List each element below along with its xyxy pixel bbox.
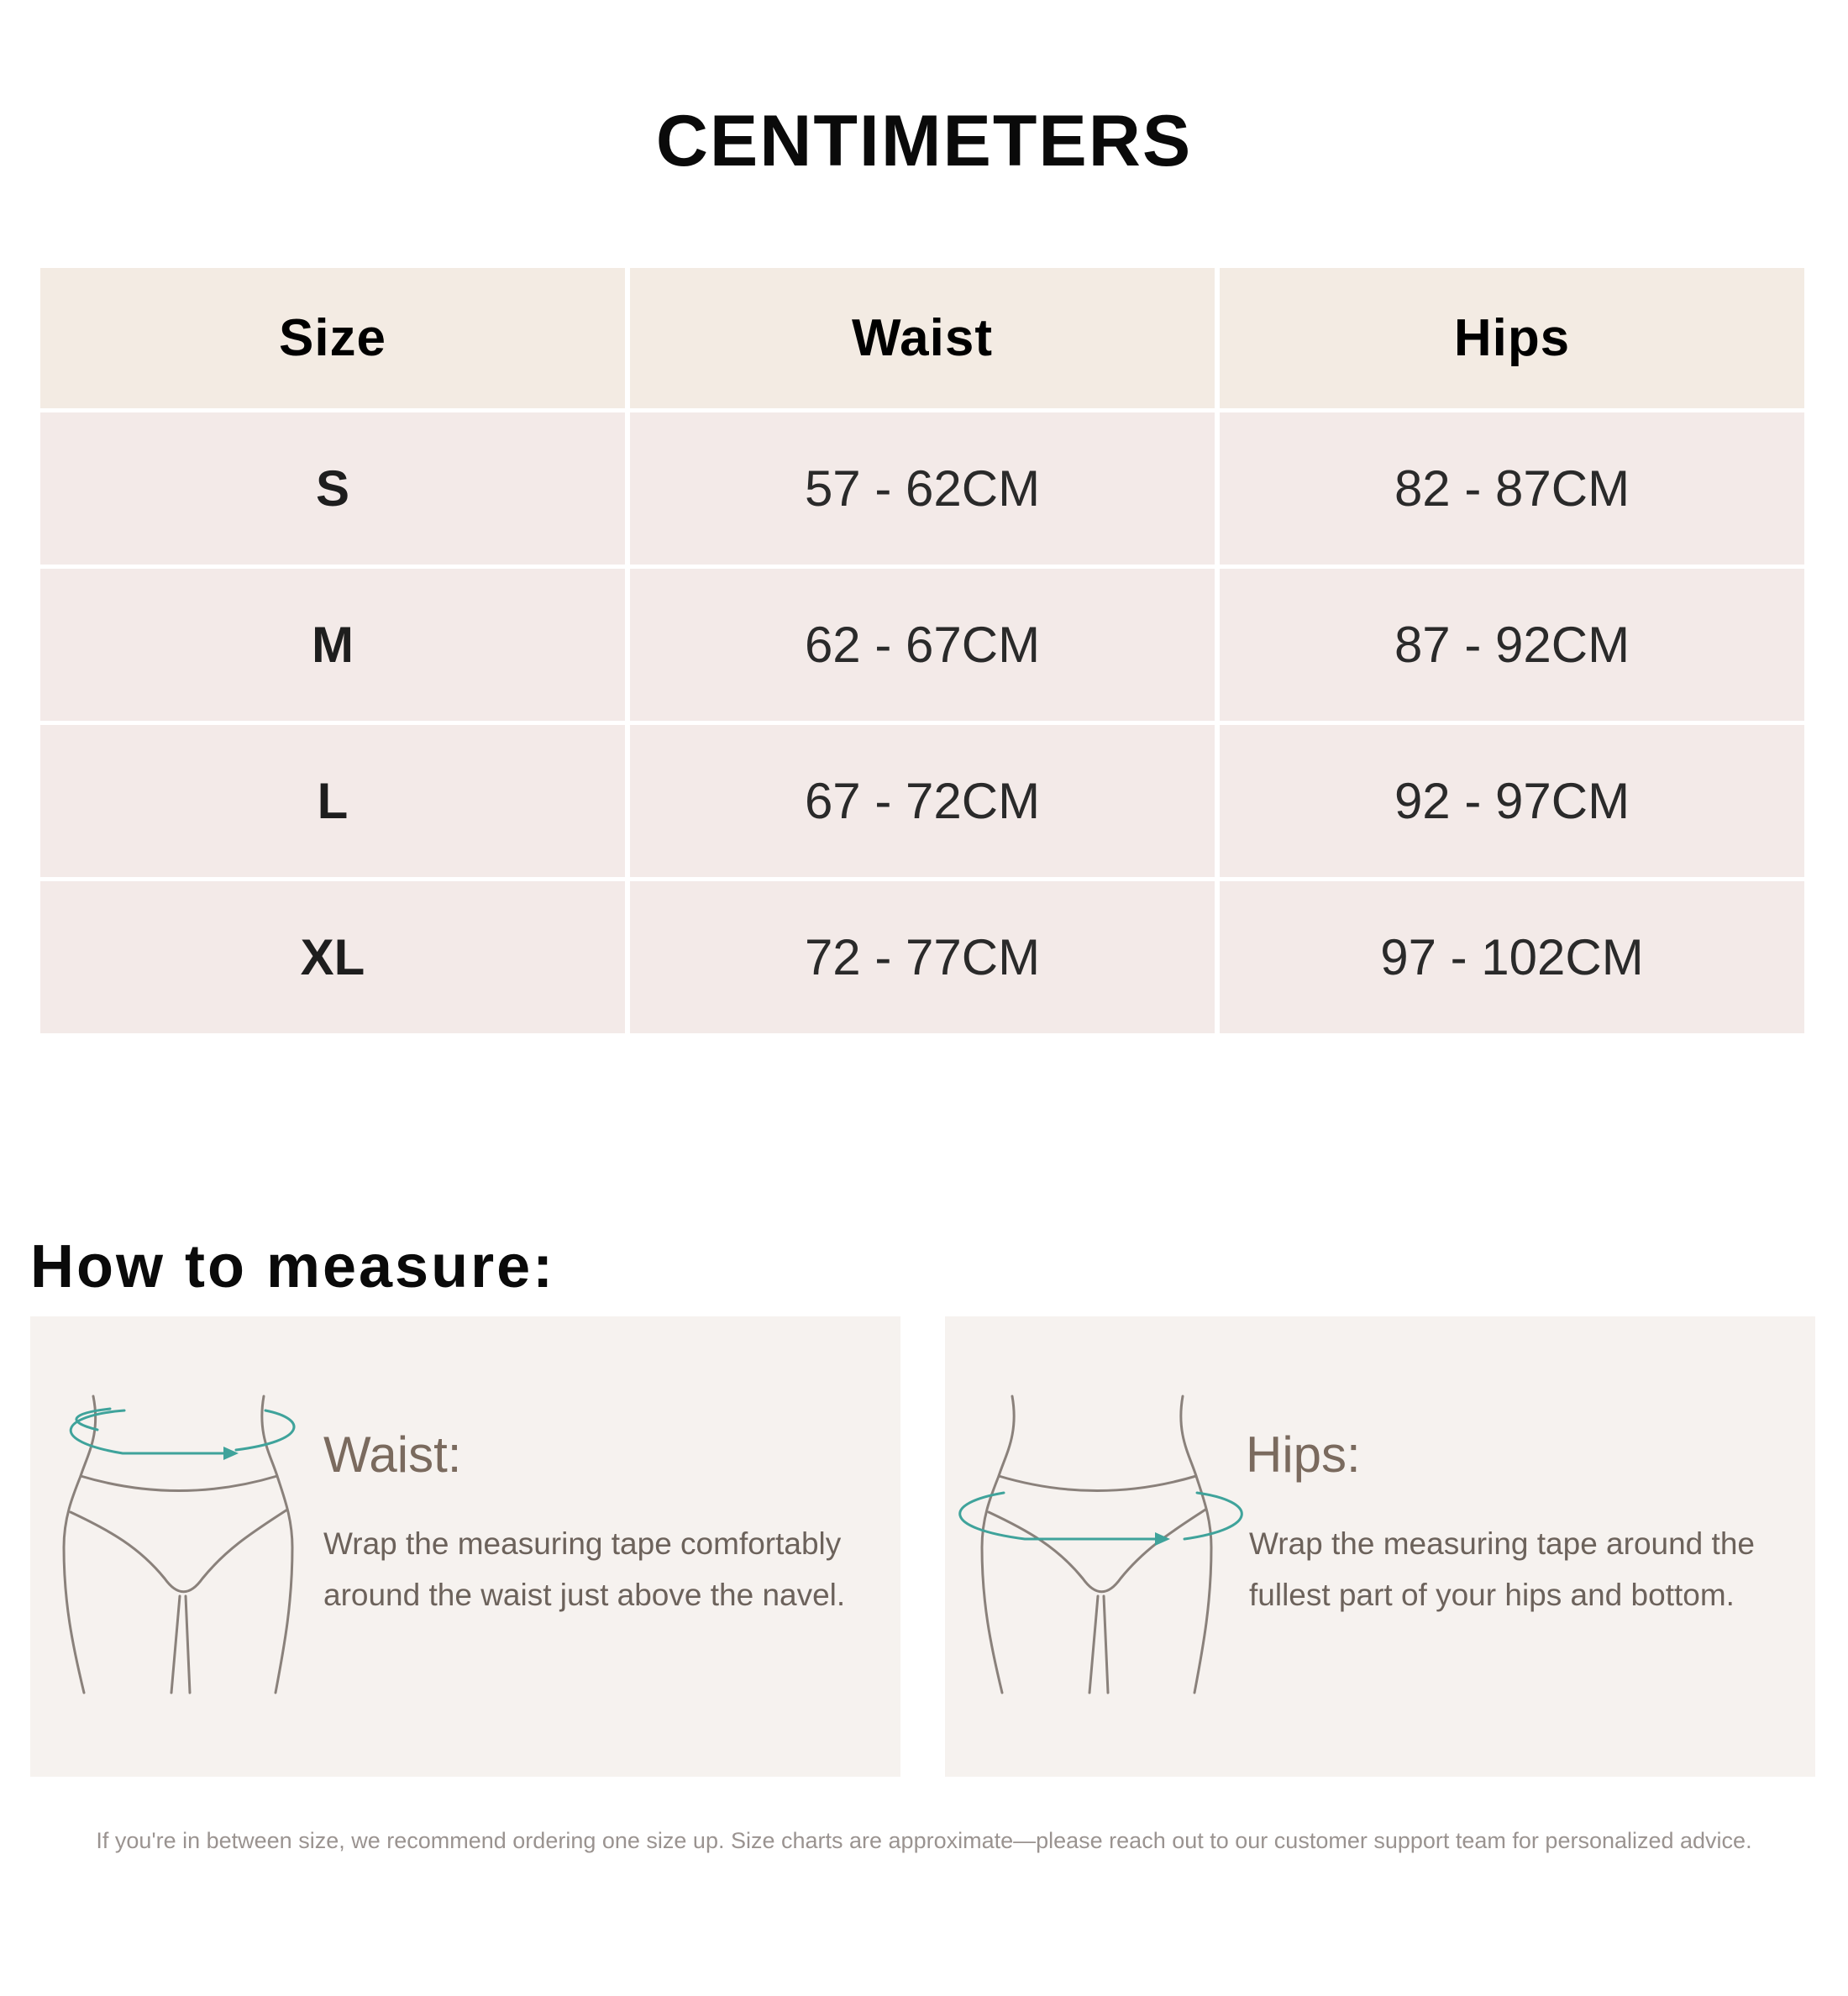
table-cell-hips: 97 - 102CM [1220,881,1804,1033]
table-header-size: Size [40,268,625,408]
how-to-measure-heading: How to measure: [30,1233,556,1300]
page-title: CENTIMETERS [655,101,1193,181]
waist-measure-card [30,1316,900,1777]
waist-title: Waist: [323,1426,462,1483]
table-cell-size: S [40,412,625,565]
hips-measure-illustration-icon [945,1316,1264,1777]
table-cell-waist: 67 - 72CM [630,725,1215,877]
waist-instructions: Wrap the measuring tape comfortably around the waist just above the navel. [323,1526,846,1612]
hips-instructions: Wrap the measuring tape around the fullest part of your hips and bottom. [1249,1526,1755,1612]
table-cell-size: L [40,725,625,877]
table-cell-hips: 92 - 97CM [1220,725,1804,877]
table-cell-hips: 87 - 92CM [1220,569,1804,721]
table-cell-waist: 57 - 62CM [630,412,1215,565]
table-cell-waist: 62 - 67CM [630,569,1215,721]
tape-arrow-icon [223,1447,239,1460]
size-advice-footnote: If you're in between size, we recommend ordering one size up. Size charts are approximate—please reach out to our customer support team for personalized advice. [96,1828,1752,1853]
table-cell-hips: 82 - 87CM [1220,412,1804,565]
table-cell-size: M [40,569,625,721]
table-cell-size: XL [40,881,625,1033]
hips-title: Hips: [1246,1426,1361,1483]
table-cell-waist: 72 - 77CM [630,881,1215,1033]
size-chart-table [40,268,1804,1033]
waist-measure-illustration-icon [30,1316,333,1777]
hips-measure-card [945,1316,1815,1777]
table-header-waist: Waist [630,268,1215,408]
table-header-hips: Hips [1220,268,1804,408]
